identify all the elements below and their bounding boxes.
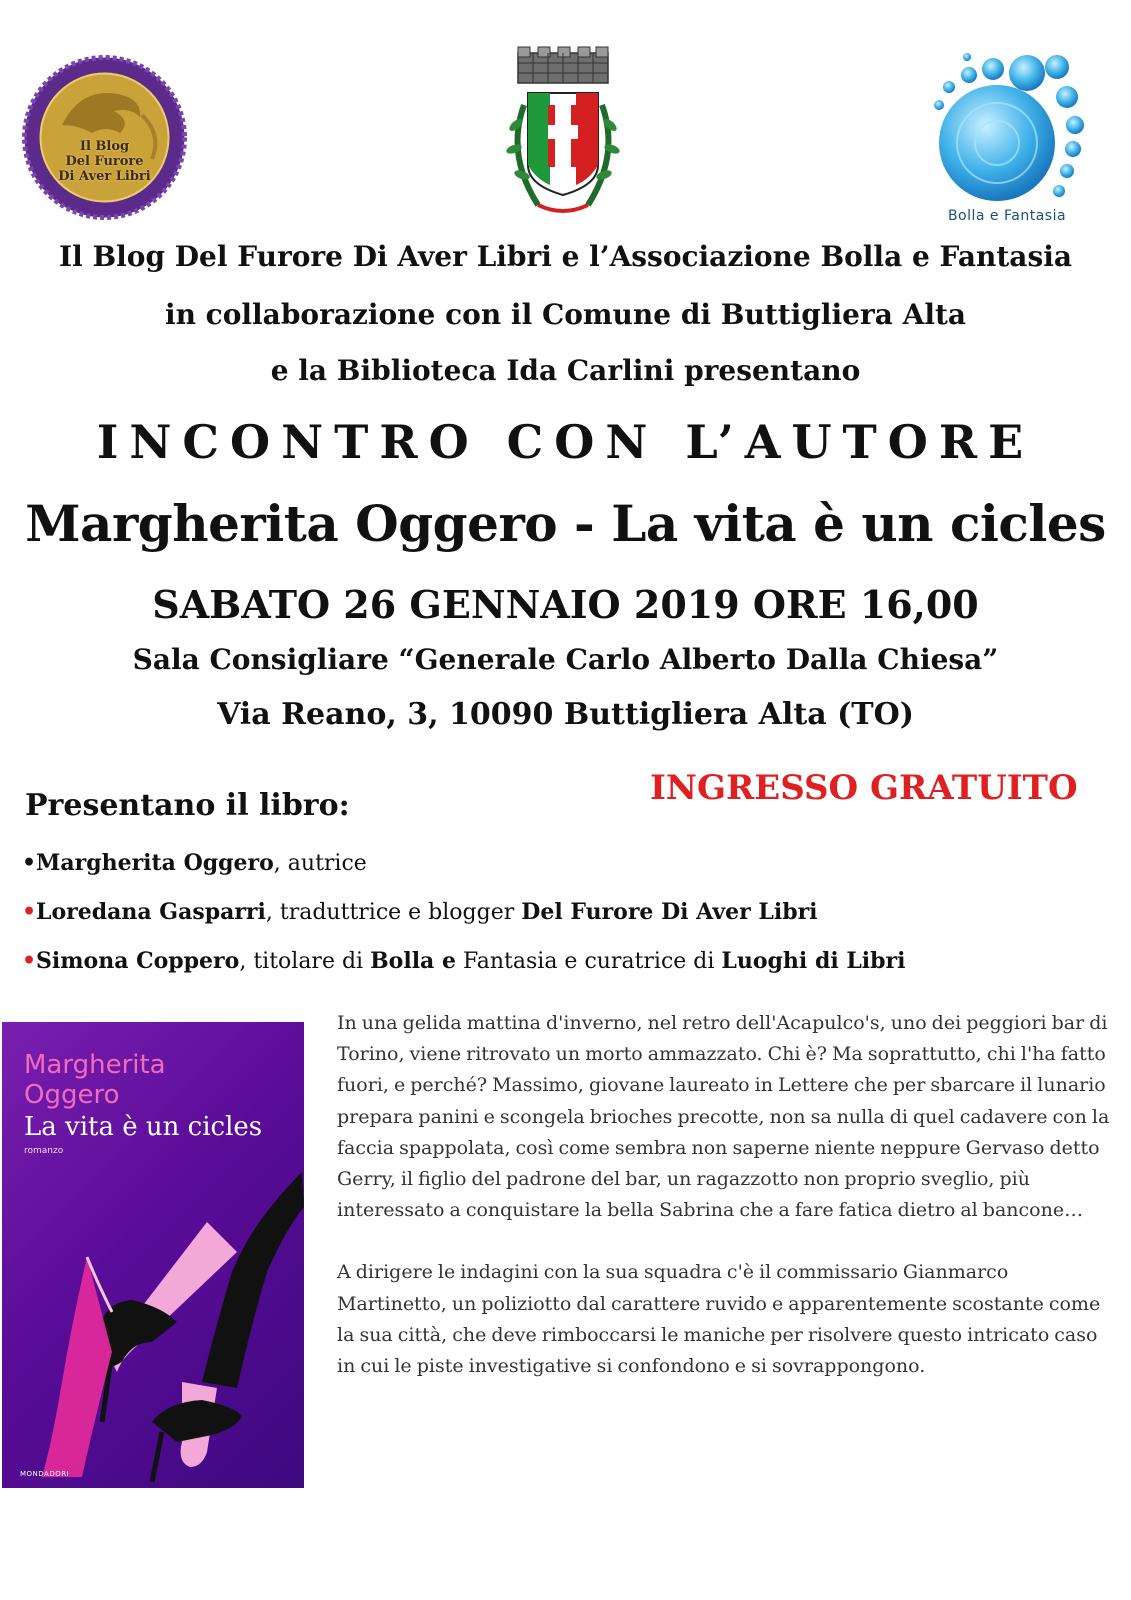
list-item — [22, 899, 1102, 948]
presenter-name: Loredana Gasparri — [36, 899, 266, 925]
cover-author-line: Oggero — [24, 1080, 120, 1110]
presenter-name: Margherita Oggero — [36, 850, 274, 876]
presenter-org: Luoghi di Libri — [721, 948, 906, 974]
presenter-name: Simona Coppero — [36, 948, 240, 974]
presenter-role: , autrice — [273, 851, 367, 876]
cover-title: La vita è un cicles — [24, 1112, 263, 1142]
collaboration-line: in collaborazione con il Comune di Buttigliera Alta — [164, 298, 967, 331]
crest-icon — [498, 45, 628, 230]
presenters-list — [22, 850, 1102, 997]
presenter-role: Fantasia e curatrice di — [455, 949, 722, 974]
event-date: SABATO 26 GENNAIO 2019 ORE 16,00 — [152, 582, 979, 627]
blog-logo — [22, 55, 187, 220]
event-venue: Sala Consigliare “Generale Carlo Alberto Dalla Chiesa” — [132, 643, 999, 676]
list-item — [22, 850, 1102, 899]
synopsis-paragraph: A dirigere le indagini con la sua squadra c'è il commissario Gianmarco Martinetto, un poliziotto dal carattere ruvido e apparentemente scostante come la sua città, che deve rimboccarsi le maniche per risolvere questo intricato caso in cui le piste investigative si confondono e si sovrappongono. — [337, 1261, 1101, 1378]
presenters-title: Presentano il libro: — [25, 788, 350, 823]
presenter-org: Del Furore Di Aver Libri — [521, 899, 818, 925]
cover-author-line: Margherita — [24, 1050, 166, 1080]
bullet-icon: • — [22, 899, 37, 925]
free-entry-label: INGRESSO GRATUITO — [650, 768, 1078, 808]
book-cover — [2, 1022, 304, 1488]
presenter-role: , traduttrice e blogger — [265, 900, 522, 925]
cover-author — [24, 1050, 166, 1110]
synopsis-paragraph: In una gelida mattina d'inverno, nel retro dell'Acapulco's, uno dei peggiori bar di Torino, viene ritrovato un morto ammazzato. Chi è? Ma soprattutto, chi l'ha fatto fuori, e perché? Massimo, giovane laureato in Lettere che per sbarcare il lunario prepara panini e scongela brioches precotte, non sa nulla di quel cadavere con la faccia spappolata, così come sembra non saperne niente neppure Gervaso detto Gerry, il figlio del padrone del bar, un ragazzotto non proprio sveglio, più interessato a conquistare la bella Sabrina che a fare fatica dietro al bancone… — [337, 1012, 1110, 1222]
list-item — [22, 948, 1102, 997]
bubbles-icon — [927, 45, 1087, 205]
event-address: Via Reano, 3, 10090 Buttigliera Alta (TO) — [217, 697, 914, 732]
blog-logo-emblem — [22, 55, 187, 220]
event-headline: Margherita Oggero - La vita è un cicles — [25, 494, 1106, 553]
bullet-icon: • — [22, 948, 37, 974]
cover-subtitle: romanzo — [24, 1146, 64, 1156]
library-line: e la Biblioteca Ida Carlini presentano — [270, 354, 861, 387]
book-synopsis — [337, 1008, 1117, 1413]
bolla-logo — [927, 45, 1087, 230]
bullet-icon: • — [22, 850, 37, 876]
presenter-role: , titolare di — [239, 949, 371, 974]
presenter-org: Bolla e — [370, 948, 456, 974]
cover-publisher: MONDADORI — [20, 1470, 70, 1478]
blog-logo-text: Il Blog Del Furore Di Aver Libri — [58, 139, 151, 184]
bolla-logo-text: Bolla e Fantasia — [947, 208, 1067, 224]
event-type: INCONTRO CON L’AUTORE — [96, 415, 1035, 469]
organizers-line: Il Blog Del Furore Di Aver Libri e l’Associazione Bolla e Fantasia — [58, 240, 1072, 273]
municipal-crest — [498, 45, 628, 230]
